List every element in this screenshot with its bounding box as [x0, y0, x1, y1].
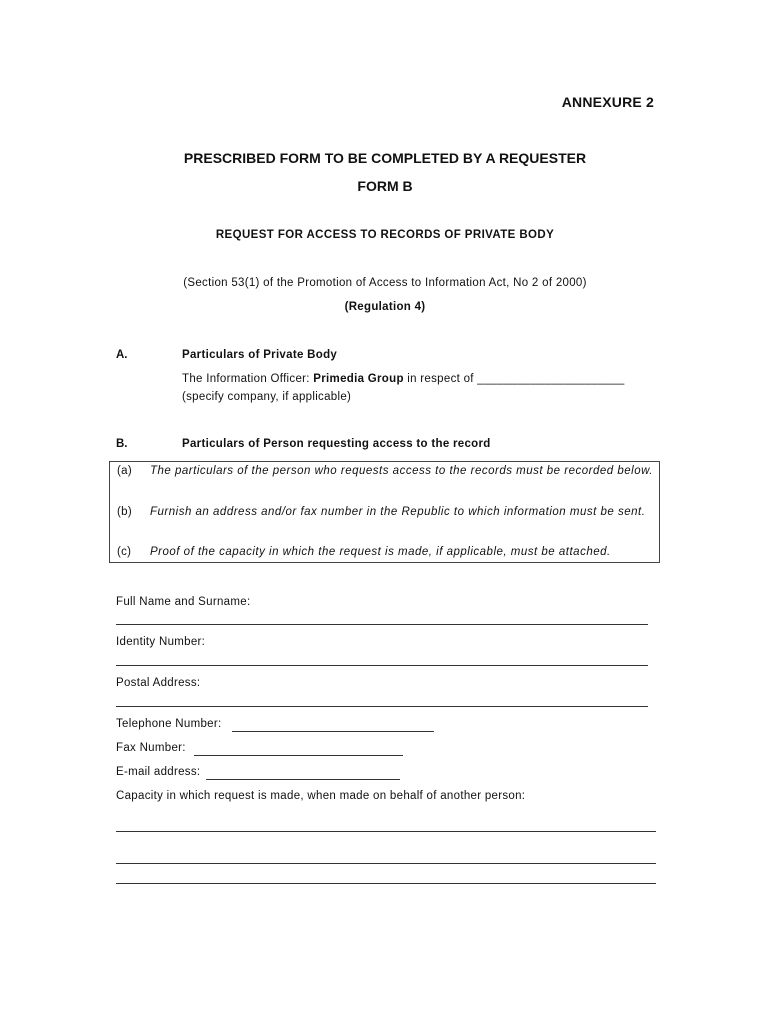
note-a-text: The particulars of the person who requests access to the records must be recorded below.	[150, 465, 653, 477]
identity-number-field[interactable]	[116, 665, 648, 666]
telephone-field[interactable]	[232, 731, 434, 732]
fax-label: Fax Number:	[116, 742, 186, 754]
note-c-text: Proof of the capacity in which the request is made, if applicable, must be attached.	[150, 546, 611, 558]
note-a-letter: (a)	[117, 465, 132, 477]
information-officer-prefix: The Information Officer:	[182, 373, 314, 385]
full-name-label: Full Name and Surname:	[116, 596, 251, 608]
full-name-field[interactable]	[116, 624, 648, 625]
capacity-line-2[interactable]	[116, 863, 656, 864]
instructions-box	[109, 461, 660, 563]
fax-field[interactable]	[194, 755, 403, 756]
postal-address-field[interactable]	[116, 706, 648, 707]
telephone-label: Telephone Number:	[116, 718, 222, 730]
capacity-line-3[interactable]	[116, 883, 656, 884]
identity-number-label: Identity Number:	[116, 636, 206, 648]
note-b-text: Furnish an address and/or fax number in the Republic to which information must be sent.	[150, 506, 646, 518]
capacity-line-1[interactable]	[116, 831, 656, 832]
section-b-heading: Particulars of Person requesting access to the record	[182, 438, 491, 450]
postal-address-label: Postal Address:	[116, 677, 201, 689]
note-b-letter: (b)	[117, 506, 132, 518]
capacity-label: Capacity in which request is made, when made on behalf of another person:	[116, 790, 526, 802]
information-officer-line	[182, 373, 625, 385]
information-officer-suffix: in respect of ______________________	[403, 373, 625, 385]
regulation-reference: (Regulation 4)	[344, 301, 426, 313]
note-c-letter: (c)	[117, 546, 132, 558]
form-subtitle: REQUEST FOR ACCESS TO RECORDS OF PRIVATE BODY	[215, 229, 555, 241]
email-label: E-mail address:	[116, 766, 201, 778]
annexure-label: ANNEXURE 2	[561, 94, 654, 110]
form-name: FORM B	[357, 178, 413, 194]
section-a-letter: A.	[116, 349, 128, 361]
form-title: PRESCRIBED FORM TO BE COMPLETED BY A REQUESTER	[183, 150, 587, 166]
company-name: Primedia Group	[313, 373, 404, 385]
section-a-heading: Particulars of Private Body	[182, 349, 338, 361]
section-b-letter: B.	[116, 438, 128, 450]
specify-company-note: (specify company, if applicable)	[182, 391, 352, 403]
email-field[interactable]	[206, 779, 400, 780]
section-reference: (Section 53(1) of the Promotion of Access to Information Act, No 2 of 2000)	[183, 277, 587, 289]
